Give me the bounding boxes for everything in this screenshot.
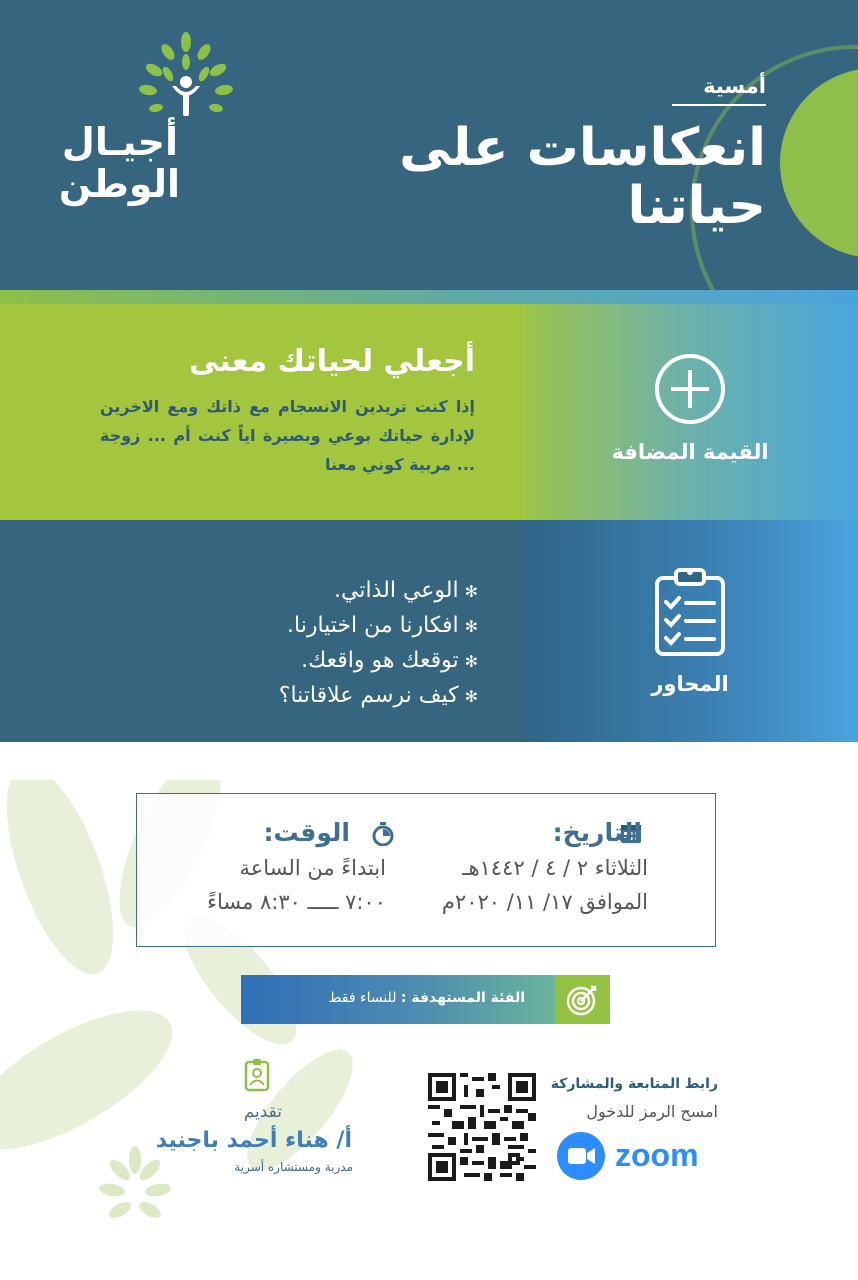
gregorian-date: الموافق ١٧/ ١١/ ٢٠٢٠م	[441, 890, 648, 914]
list-item: ✻توقعك هو واقعك.	[301, 648, 478, 673]
hijri-date: الثلاثاء ٢ / ٤ / ١٤٤٢هـ	[462, 856, 648, 880]
topics-caption: المحاور	[651, 672, 729, 696]
presenter-label: تقديم	[243, 1102, 282, 1122]
value-heading: أجعلي لحياتك معنى	[188, 344, 475, 379]
plus-icon-vertical	[688, 370, 692, 408]
list-item: ✻كيف نرسم علاقاتنا؟	[278, 683, 478, 708]
target-icon	[564, 983, 600, 1017]
list-item: ✻افكارنا من اختيارنا.	[287, 613, 478, 638]
stopwatch-icon	[372, 822, 394, 846]
event-type-underline	[672, 104, 766, 106]
time-range: ٧:٠٠ ـــــ ٨:٣٠ مساءً	[207, 890, 386, 914]
zoom-wordmark: zoom	[615, 1137, 699, 1173]
zoom-logo[interactable]	[557, 1130, 717, 1182]
qr-code[interactable]	[428, 1073, 536, 1181]
presenter-role: مدربة ومستشاره أسرية	[234, 1160, 353, 1174]
logo-text-line2: الوطن	[58, 162, 180, 206]
topics-list	[279, 574, 478, 714]
date-label: التاريخ:	[552, 818, 642, 847]
time-start-text: ابتداءً من الساعة	[239, 856, 386, 880]
logo-text-line1: أجيـال	[61, 120, 179, 164]
value-caption: القيمة المضافة	[611, 440, 769, 464]
value-paragraph: إذا كنت تريدين الانسجام مع ذاتك ومع الاخرين لإدارة حياتك بوعي وبصيرة اياً كنت أم ... زوجة ... مربية كوني معنا	[100, 397, 475, 474]
target-audience-text: الفئة المستهدفة : للنساء فقط	[328, 990, 525, 1006]
clipboard-checklist-icon	[654, 566, 726, 656]
event-title-line1: انعكاسات على	[399, 118, 766, 178]
event-type-label: أمسية	[703, 74, 766, 98]
scan-instruction: امسح الرمز للدخول	[586, 1102, 718, 1121]
list-item: ✻الوعي الذاتي.	[334, 578, 478, 603]
id-card-icon	[244, 1058, 270, 1092]
event-title-line2: حياتنا	[627, 176, 766, 236]
time-label: الوقت:	[263, 818, 350, 847]
gradient-divider	[0, 290, 858, 304]
registration-link-label: رابط المتابعة والمشاركة	[550, 1076, 718, 1092]
presenter-name: أ/ هناء أحمد باجنيد	[155, 1128, 352, 1153]
